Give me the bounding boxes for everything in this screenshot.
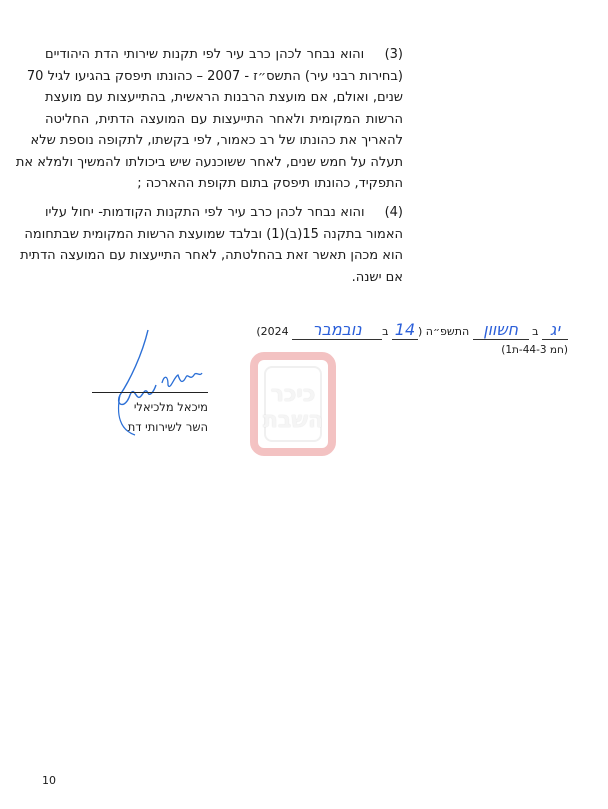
paragraph-line: התפקיד, כהונתו תיפסק בתום תקופת ההארכה ; — [137, 176, 403, 191]
paragraph-number: (4) — [384, 205, 403, 220]
hebrew-year: התשפ״ה ( — [417, 325, 470, 338]
paragraph-line: (3) והוא נבחר לכהן כרב עיר לפי תקנות שירותי הדת היהודיים — [45, 44, 403, 66]
paragraph-line: הרשות המקומית ולאחר התייעצות עם המועצה הדתית, החליטה — [45, 111, 403, 127]
paragraph-4 — [20, 202, 403, 288]
date-prefix: ב — [532, 325, 539, 338]
date-line — [256, 320, 568, 340]
paragraph-3 — [15, 44, 403, 195]
gregorian-day-handwritten: 14 — [392, 320, 418, 340]
watermark-logo — [250, 352, 336, 456]
paragraph-line: הוא מכהן תאשר זאת בהחלטתה, לאחר התייעצות עם המועצה הדתית — [20, 248, 403, 263]
paragraph-line: להאריך את כהונתו של רב כאמור, לפי בקשתו, לתקופה נוספת שלא — [30, 133, 403, 148]
hebrew-day-handwritten: יג — [542, 320, 568, 340]
signatory-name: מיכאל מלכיאלי — [133, 400, 208, 414]
signatory-title: השר לשירותי דת — [127, 420, 208, 434]
paragraph-line: (4) והוא נבחר לכהן כרב עיר לפי התקנות הקודמות- יחול עליו — [45, 202, 403, 224]
watermark-text: השבת — [262, 408, 324, 433]
date-prefix: ב — [382, 325, 389, 338]
paragraph-line: תעלה על חמש שנים, לאחר ששוכנעה שיש ביכולתו להמשיך ולמלא את — [15, 154, 403, 170]
watermark-text: כיכר — [270, 382, 316, 407]
paragraph-line: שנים, ואולם, אם מועצת הרבנות הראשית, בהתייעצות עם מועצת — [45, 90, 403, 105]
gregorian-month-handwritten: נובמבר — [292, 320, 382, 340]
gregorian-year: 2024) — [256, 325, 289, 338]
paragraph-line: (בחירות רבני עיר) התשס״ז - 2007 – כהונתו תיפסק בהגיעו לגיל 70 — [26, 68, 403, 84]
paragraph-number: (3) — [384, 47, 403, 62]
page-number: 10 — [42, 774, 56, 787]
paragraph-line: אם ישנה. — [351, 269, 403, 285]
hebrew-month-handwritten: חשוון — [473, 320, 529, 340]
paragraph-line: האמור בתקנה 15(ב)(1) ובלבד שמועצת הרשות המקומית שבתחומה — [24, 226, 403, 242]
signature-line — [92, 392, 208, 393]
reference-number: (חמ 44-3-ת1) — [501, 344, 568, 356]
